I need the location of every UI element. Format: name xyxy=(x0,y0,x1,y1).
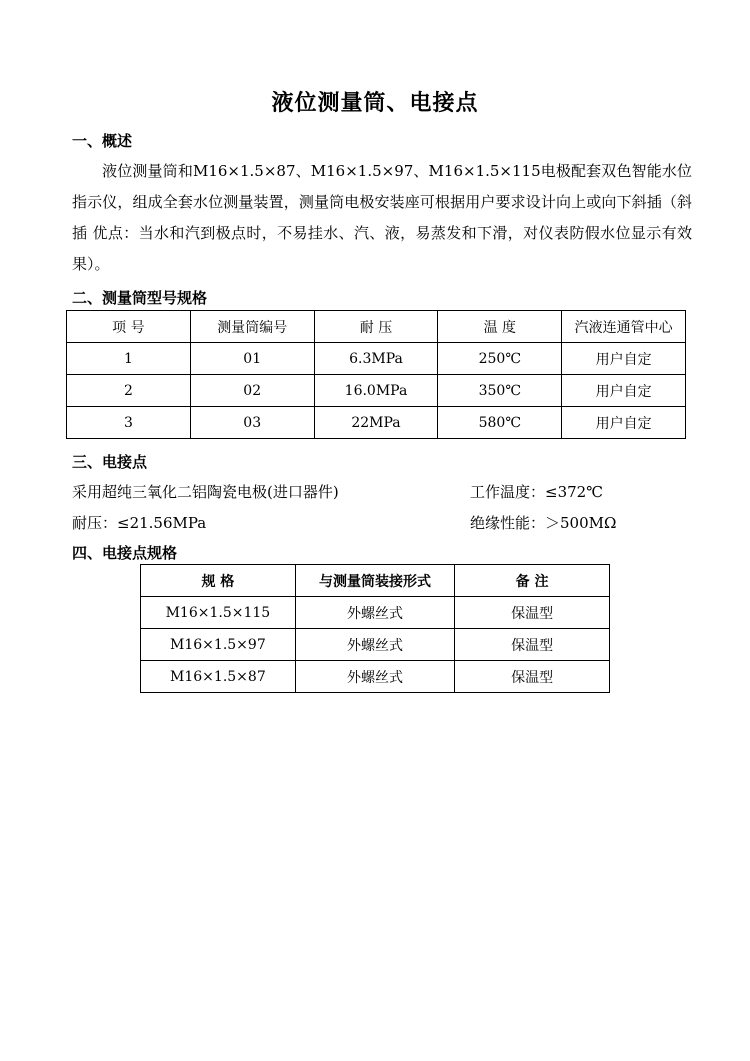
electrode-material: 采用超纯三氧化二铝陶瓷电极(进口器件) xyxy=(72,483,339,501)
table-cell: 用户自定 xyxy=(562,375,686,407)
table-cell: 外螺丝式 xyxy=(295,629,454,661)
table-cell: 1 xyxy=(67,343,191,375)
table-row xyxy=(141,661,610,693)
table-cell: 外螺丝式 xyxy=(295,661,454,693)
page-title: 液位测量筒、电接点 xyxy=(271,91,479,116)
column-header: 与测量筒装接形式 xyxy=(295,565,454,597)
electrode-spec-table xyxy=(140,564,610,693)
column-header: 温 度 xyxy=(438,311,562,343)
table-row xyxy=(67,343,686,375)
table-header-row xyxy=(141,565,610,597)
table-cell: M16×1.5×87 xyxy=(141,661,296,693)
column-header: 项 号 xyxy=(67,311,191,343)
table-header-row xyxy=(67,311,686,343)
table-cell: 580℃ xyxy=(438,407,562,439)
section-heading-electrode-specs: 四、电接点规格 xyxy=(72,544,178,562)
working-temperature: 工作温度：≤372℃ xyxy=(470,483,603,501)
table-cell: 保温型 xyxy=(455,597,610,629)
table-cell: 外螺丝式 xyxy=(295,597,454,629)
table-row xyxy=(67,375,686,407)
overview-paragraph xyxy=(72,156,692,280)
column-header: 规 格 xyxy=(141,565,296,597)
column-header: 汽液连通管中心 xyxy=(562,311,686,343)
table-cell: 用户自定 xyxy=(562,407,686,439)
table-cell: 3 xyxy=(67,407,191,439)
tube-spec-table xyxy=(66,310,686,439)
table-cell: 03 xyxy=(190,407,314,439)
section-heading-tube-specs: 二、测量筒型号规格 xyxy=(72,289,208,307)
table-cell: 01 xyxy=(190,343,314,375)
pressure-rating: 耐压：≤21.56MPa xyxy=(72,514,207,532)
table-cell: 250℃ xyxy=(438,343,562,375)
table-row xyxy=(141,597,610,629)
table-cell: 保温型 xyxy=(455,661,610,693)
table-cell: 2 xyxy=(67,375,191,407)
section-heading-overview: 一、概述 xyxy=(72,132,133,150)
column-header: 测量筒编号 xyxy=(190,311,314,343)
table-row xyxy=(67,407,686,439)
insulation-performance: 绝缘性能：＞500MΩ xyxy=(470,514,617,532)
table-cell: 350℃ xyxy=(438,375,562,407)
section-heading-electrode: 三、电接点 xyxy=(72,453,148,471)
overview-text: 液位测量筒和M16×1.5×87、M16×1.5×97、M16×1.5×115电极配套双色智能水位指示仪，组成全套水位测量装置，测量筒电极安装座可根据用户要求设计向上或向下斜插（斜插 优点：当水和汽到极点时，不易挂水、汽、液，易蒸发和下滑，对仪表防假水位显示有效果）。 xyxy=(72,162,692,273)
table-cell: 用户自定 xyxy=(562,343,686,375)
table-cell: M16×1.5×97 xyxy=(141,629,296,661)
table-cell: 保温型 xyxy=(455,629,610,661)
table-cell: M16×1.5×115 xyxy=(141,597,296,629)
table-cell: 6.3MPa xyxy=(314,343,438,375)
column-header: 耐 压 xyxy=(314,311,438,343)
column-header: 备 注 xyxy=(455,565,610,597)
table-row xyxy=(141,629,610,661)
table-cell: 16.0MPa xyxy=(314,375,438,407)
table-cell: 22MPa xyxy=(314,407,438,439)
table-cell: 02 xyxy=(190,375,314,407)
